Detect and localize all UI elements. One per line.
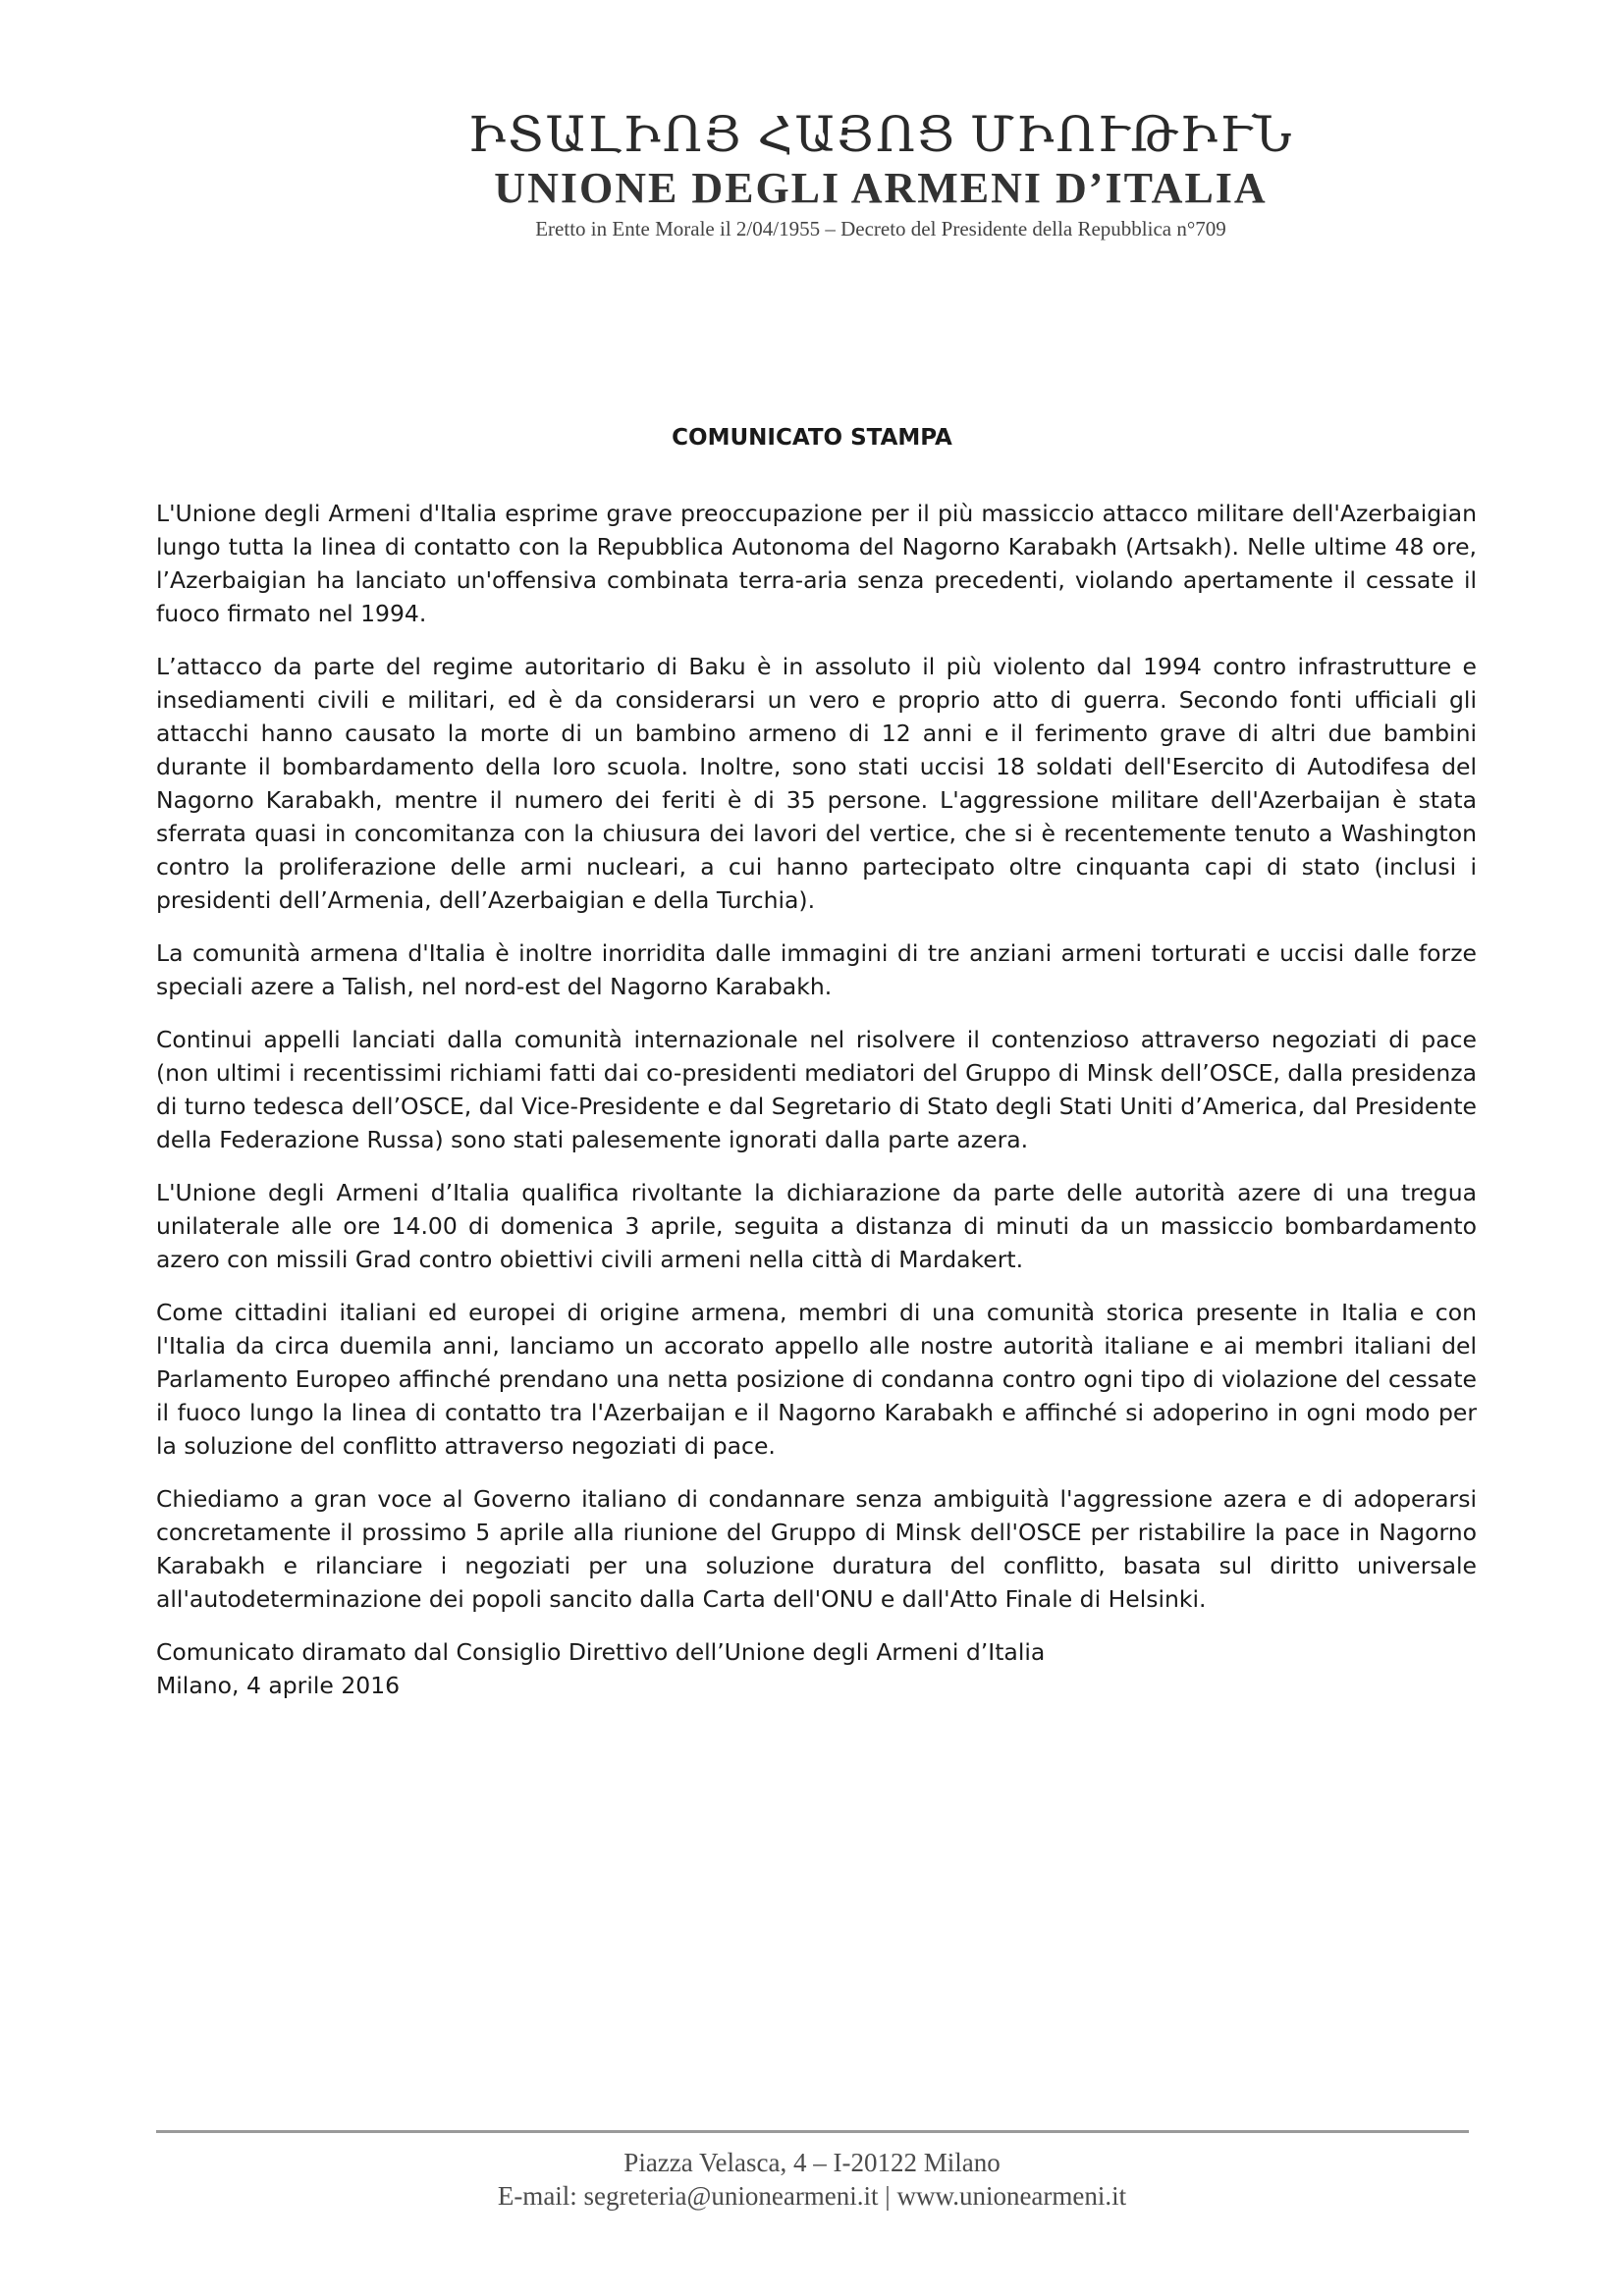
footer-contact: E-mail: segreteria@unionearmeni.it | www.unionearmeni.it [497, 2181, 1127, 2211]
document-title: COMUNICATO STAMPA [672, 425, 952, 451]
place-date: Milano, 4 aprile 2016 [156, 1672, 401, 1699]
footer [0, 2146, 1624, 2213]
paragraph: La comunità armena d'Italia è inoltre inorridita dalle immagini di tre anziani armeni torturati e uccisi dalle forze speciali azere a Talish, nel nord-est del Nagorno Karabakh. [156, 939, 1477, 1000]
organization-name-italian: UNIONE DEGLI ARMENI D’ITALIA [494, 164, 1268, 212]
paragraph: Chiediamo a gran voce al Governo italiano di condannare senza ambiguità l'aggressione azera e di adoperarsi concretamente il prossimo 5 aprile alla riunione del Gruppo di Minsk dell'OSCE per ristabilire la pace in Nagorno Karabakh e rilanciare i negoziati per una soluzione duratura del conflitto, basata sul diritto universale all'autodeterminazione dei popoli sancito dalla Carta dell'ONU e dall'Atto Finale di Helsinki. [156, 1485, 1477, 1613]
paragraph: L’attacco da parte del regime autoritario di Baku è in assoluto il più violento dal 1994 contro infrastrutture e insediamenti civili e militari, ed è da considerarsi un vero e proprio atto di guerra. Secondo fonti ufficiali gli attacchi hanno causato la morte di un bambino armeno di 12 anni e il ferimento grave di altri due bambini durante il bombardamento della loro scuola. Inoltre, sono stati uccisi 18 soldati dell'Esercito di Autodifesa del Nagorno Karabakh, mentre il numero dei feriti è di 35 persone. L'aggressione militare dell'Azerbaijan è stata sferrata quasi in concomitanza con la chiusura dei lavori del vertice, che si è recentemente tenuto a Washington contro la proliferazione delle armi nucleari, a cui hanno partecipato oltre cinquanta capi di stato (inclusi i presidenti dell’Armenia, dell’Azerbaigian e della Turchia). [156, 653, 1477, 914]
organization-name-armenian: ԻՏԱԼԻՈՅ ՀԱՅՈՑ ՄԻՈՒԹԻՒՆ [467, 107, 1294, 162]
signature-block [156, 1635, 1477, 1702]
signature-line: Comunicato diramato dal Consiglio Direttivo dell’Unione degli Armeni d’Italia [156, 1638, 1046, 1666]
letterhead [0, 106, 1624, 243]
paragraph: L'Unione degli Armeni d’Italia qualifica rivoltante la dichiarazione da parte delle autorità azere di una tregua unilaterale alle ore 14.00 di domenica 3 aprile, seguita a distanza di minuti da un massiccio bombardamento azero con missili Grad contro obiettivi civili armeni nella città di Mardakert. [156, 1179, 1477, 1273]
document-body [156, 497, 1477, 1702]
paragraph: Continui appelli lanciati dalla comunità internazionale nel risolvere il contenzioso attraverso negoziati di pace (non ultimi i recentissimi richiami fatti dai co-presidenti mediatori del Gruppo di Minsk dell’OSCE, dalla presidenza di turno tedesca dell’OSCE, dal Vice-Presidente e dal Segretario di Stato degli Stati Uniti d’America, dal Presidente della Federazione Russa) sono stati palesemente ignorati dalla parte azera. [156, 1026, 1477, 1153]
organization-decree: Eretto in Ente Morale il 2/04/1955 – Decreto del Presidente della Repubblica n°709 [535, 217, 1226, 240]
footer-divider [156, 2130, 1469, 2133]
footer-address: Piazza Velasca, 4 – I-20122 Milano [623, 2148, 1001, 2177]
paragraph: L'Unione degli Armeni d'Italia esprime grave preoccupazione per il più massiccio attacco militare dell'Azerbaigian lungo tutta la linea di contatto con la Repubblica Autonoma del Nagorno Karabakh (Artsakh). Nelle ultime 48 ore, l’Azerbaigian ha lanciato un'offensiva combinata terra-aria senza precedenti, violando apertamente il cessate il fuoco firmato nel 1994. [156, 500, 1477, 627]
paragraph: Come cittadini italiani ed europei di origine armena, membri di una comunità storica presente in Italia e con l'Italia da circa duemila anni, lanciamo un accorato appello alle nostre autorità italiane e ai membri italiani del Parlamento Europeo affinché prendano una netta posizione di condanna contro ogni tipo di violazione del cessate il fuoco lungo la linea di contatto tra l'Azerbaijan e il Nagorno Karabakh e affinché si adoperino in ogni modo per la soluzione del conflitto attraverso negoziati di pace. [156, 1299, 1477, 1460]
